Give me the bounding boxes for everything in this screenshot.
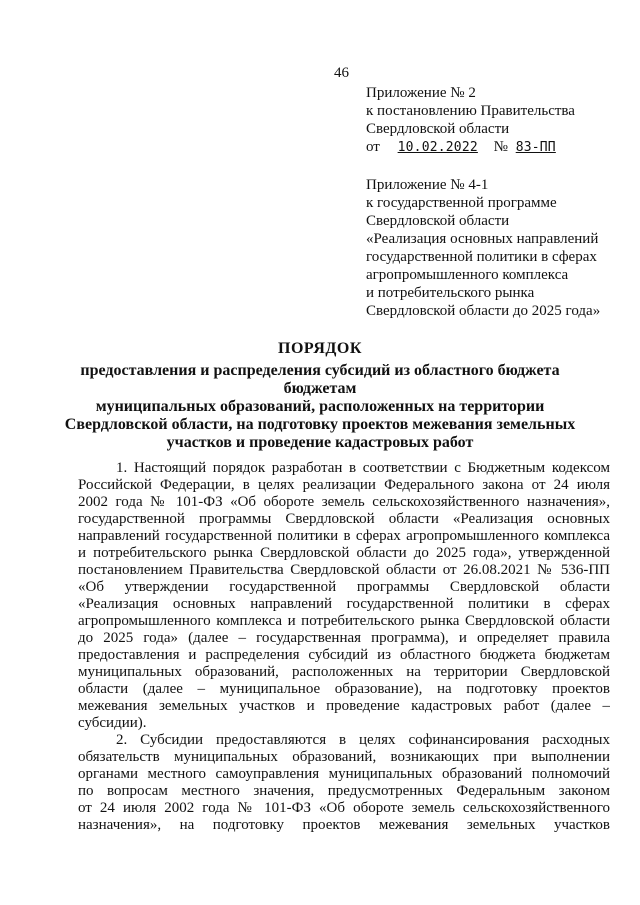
body-line: муниципальных образований, расположенных на территории Свердловской (78, 664, 610, 680)
annex-line: Приложение № 2 (366, 85, 476, 101)
subtitle-line: Свердловской области, на подготовку проектов межевания земельных (64, 416, 576, 433)
annex-resolution-block (366, 84, 584, 157)
annex-line: Свердловской области до 2025 года» (366, 303, 601, 319)
body-line: постановлением Правительства Свердловской области от 26.08.2021 № 536-ПП (78, 562, 610, 578)
order-date: 10.02.2022 (397, 140, 478, 155)
order-date-number-row (366, 138, 584, 157)
page-number: 46 (334, 65, 349, 81)
body-line: по вопросам местного значения, предусмотренных Федеральным законом (78, 783, 610, 799)
body-line: направлений государственной политики в сферах агропромышленного комплекса (78, 528, 610, 544)
annex-line: Приложение № 4-1 (366, 177, 489, 193)
document-title (60, 340, 580, 452)
body-line: области (далее – муниципальное образование), на подготовку проектов (78, 681, 610, 697)
body-line: субсидии). (78, 715, 147, 731)
body-line: назначения», на подготовку проектов межевания земельных участков (78, 817, 610, 833)
body-line: органами местного самоуправления муниципальных образований полномочий (78, 766, 610, 782)
body-line: 2002 года № 101-ФЗ «Об обороте земель сельскохозяйственного назначения», (78, 494, 610, 510)
body-line: от 24 июля 2002 года № 101-ФЗ «Об обороте земель сельскохозяйственного (78, 800, 610, 816)
annex-line: агропромышленного комплекса (366, 267, 569, 283)
number-prefix: № (493, 139, 508, 155)
order-number: 83-ПП (515, 140, 556, 155)
annex-line: государственной политики в сферах (366, 249, 597, 265)
annex-line: Свердловской области (366, 213, 510, 229)
body-line: до 2025 года» (далее – государственная программа), и определяет правила (78, 630, 610, 646)
annex-line: Свердловской области (366, 121, 510, 137)
subtitle-line: участков и проведение кадастровых работ (166, 434, 474, 451)
body-line: межевания земельных участков и проведение кадастровых работ (далее – (78, 698, 610, 714)
subtitle-line: предоставления и распределения субсидий из областного бюджета бюджетам (80, 362, 560, 397)
body-line: «Реализация основных направлений государственной политики в сферах (78, 596, 610, 612)
document-body (78, 460, 610, 834)
body-line: Российской Федерации, в целях реализации Федерального закона от 24 июля (78, 477, 610, 493)
body-line: государственной программы Свердловской области «Реализация основных (78, 511, 610, 527)
body-line: «Об утверждении государственной программы Свердловской области (78, 579, 610, 595)
annex-program-block (366, 176, 600, 320)
body-line: обязательств муниципальных образований, возникающих при выполнении (78, 749, 610, 765)
annex-line: к постановлению Правительства (366, 103, 575, 119)
title-subtitle (60, 362, 580, 452)
body-line: и потребительского рынка Свердловской области до 2025 года», утвержденной (78, 545, 610, 561)
date-prefix: от (366, 139, 380, 155)
title-heading: ПОРЯДОК (278, 340, 362, 357)
annex-line: к государственной программе (366, 195, 557, 211)
body-line: 2. Субсидии предоставляются в целях софинансирования расходных (116, 732, 610, 748)
annex-line: и потребительского рынка (366, 285, 535, 301)
body-line: агропромышленного комплекса и потребительского рынка Свердловской области (78, 613, 610, 629)
subtitle-line: муниципальных образований, расположенных на территории (95, 398, 545, 415)
body-line: 1. Настоящий порядок разработан в соответствии с Бюджетным кодексом (116, 460, 610, 476)
body-line: предоставления и распределения субсидий из областного бюджета бюджетам (78, 647, 610, 663)
annex-line: «Реализация основных направлений (366, 231, 599, 247)
